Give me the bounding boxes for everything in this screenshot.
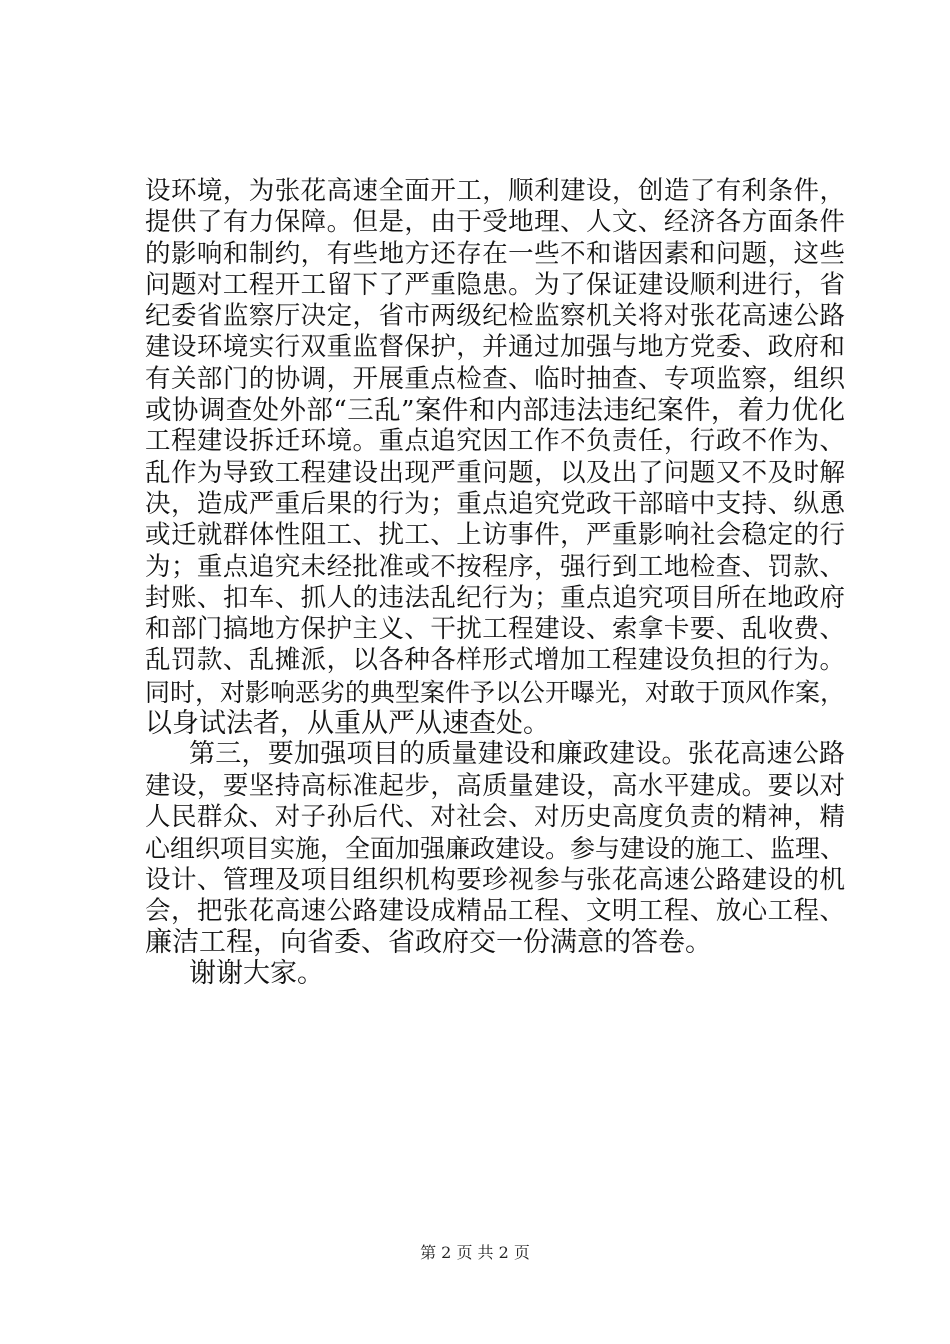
text-line: 问题对工程开工留下了严重隐患。为了保证建设顺利进行，省 bbox=[145, 269, 845, 300]
text-line: 谢谢大家。 bbox=[189, 958, 324, 990]
text-line: 同时，对影响恶劣的典型案件予以公开曝光，对敢于顶风作案， bbox=[145, 677, 846, 707]
text-line: 或协调查处外部“三乱”案件和内部违法违纪案件，着力优化 bbox=[145, 395, 845, 427]
text-line: 廉洁工程，向省委、省政府交一份满意的答卷。 bbox=[145, 927, 712, 959]
text-line: 设计、管理及项目组织机构要珍视参与张花高速公路建设的机 bbox=[145, 864, 845, 895]
text-line: 第三，要加强项目的质量建设和廉政建设。张花高速公路 bbox=[189, 739, 845, 770]
text-line: 会，把张花高速公路建设成精品工程、文明工程、放心工程、 bbox=[145, 895, 845, 926]
text-line: 纪委省监察厅决定，省市两级纪检监察机关将对张花高速公路 bbox=[145, 301, 845, 332]
text-line: 的影响和制约，有些地方还存在一些不和谐因素和问题，这些 bbox=[145, 238, 845, 269]
text-line: 乱罚款、乱摊派，以各种各样形式增加工程建设负担的行为。 bbox=[145, 645, 845, 676]
text-line: 决，造成严重后果的行为；重点追究党政干部暗中支持、纵恿 bbox=[145, 488, 845, 519]
text-line: 或迁就群体性阻工、扰工、上访事件，严重影响社会稳定的行 bbox=[145, 520, 845, 551]
text-line: 和部门搞地方保护主义、干扰工程建设、索拿卡要、乱收费、 bbox=[145, 614, 845, 645]
document-body bbox=[145, 176, 845, 990]
text-line: 乱作为导致工程建设出现严重问题，以及出了问题又不及时解 bbox=[145, 457, 845, 488]
paragraph-1 bbox=[145, 176, 845, 739]
paragraph-3 bbox=[145, 958, 845, 989]
text-line: 心组织项目实施，全面加强廉政建设。参与建设的施工、监理、 bbox=[145, 834, 846, 864]
text-line: 工程建设拆迁环境。重点追究因工作不负责任，行政不作为、 bbox=[145, 426, 845, 457]
text-line: 以身试法者，从重从严从速查处。 bbox=[145, 708, 550, 740]
text-line: 建设环境实行双重监督保护，并通过加强与地方党委、政府和 bbox=[145, 332, 845, 363]
text-line: 建设，要坚持高标准起步，高质量建设，高水平建成。要以对 bbox=[145, 770, 845, 801]
paragraph-2 bbox=[145, 739, 845, 958]
page-number-footer: 第 2 页 共 2 页 bbox=[420, 1243, 530, 1262]
text-line: 人民群众、对子孙后代、对社会、对历史高度负责的精神，精 bbox=[145, 801, 845, 832]
text-line: 为；重点追究未经批准或不按程序，强行到工地检查、罚款、 bbox=[145, 551, 845, 582]
text-line: 提供了有力保障。但是，由于受地理、人文、经济各方面条件 bbox=[145, 207, 845, 238]
text-line: 有关部门的协调，开展重点检查、临时抽查、专项监察，组织 bbox=[145, 363, 845, 394]
text-line: 设环境，为张花高速全面开工，顺利建设，创造了有利条件， bbox=[145, 176, 845, 206]
text-line: 封账、扣车、抓人的违法乱纪行为；重点追究项目所在地政府 bbox=[145, 582, 845, 613]
